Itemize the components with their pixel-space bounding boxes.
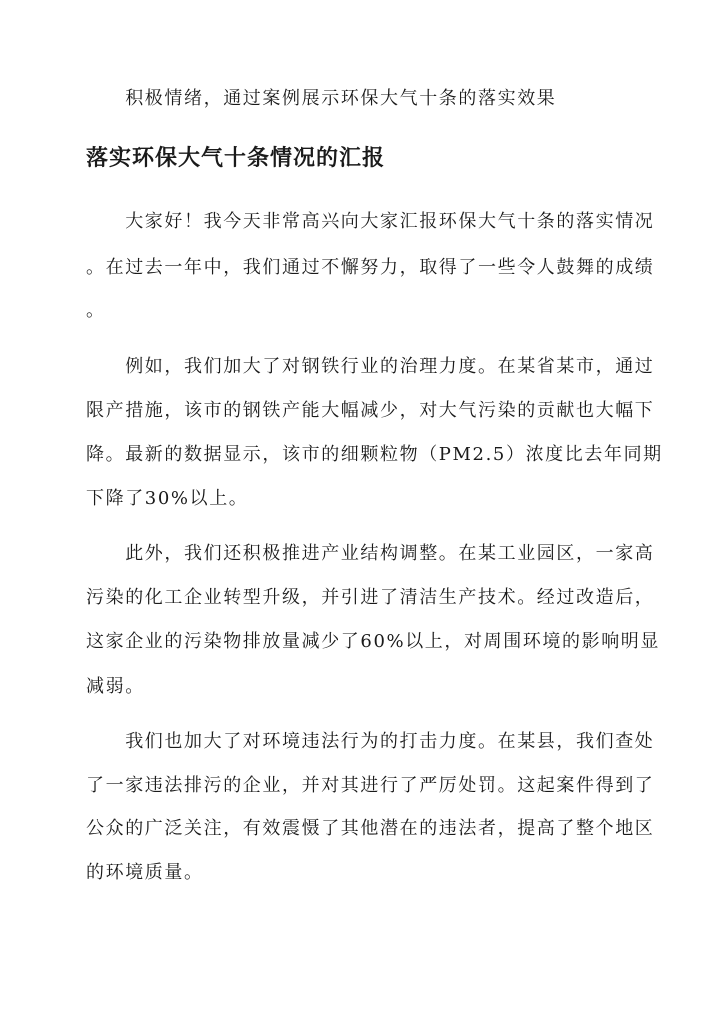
paragraph-line: 下降了30%以上。 <box>86 488 249 509</box>
page-title: 落实环保大气十条情况的汇报 <box>86 146 386 171</box>
paragraph-line: 公众的广泛关注，有效震慑了其他潜在的违法者，提高了整个地区 <box>86 818 655 839</box>
paragraph-line: 了一家违法排污的企业，并对其进行了严厉处罚。这起案件得到了 <box>86 775 655 796</box>
paragraph-line: 我们也加大了对环境违法行为的打击力度。在某县，我们查处 <box>86 731 655 752</box>
paragraph-line: 限产措施，该市的钢铁产能大幅减少，对大气污染的贡献也大幅下 <box>86 400 655 421</box>
paragraph-line: 的环境质量。 <box>86 862 204 883</box>
paragraph-line: 大家好！我今天非常高兴向大家汇报环保大气十条的落实情况 <box>86 211 655 232</box>
paragraph-line: 此外，我们还积极推进产业结构调整。在某工业园区，一家高 <box>86 543 655 564</box>
paragraph-line: 降。最新的数据显示，该市的细颗粒物（PM2.5）浓度比去年同期 <box>86 444 663 465</box>
paragraph-line: 例如，我们加大了对钢铁行业的治理力度。在某省某市，通过 <box>86 356 655 377</box>
paragraph-line: 这家企业的污染物排放量减少了60%以上，对周围环境的影响明显 <box>86 631 661 652</box>
paragraph-line: 减弱。 <box>86 676 145 697</box>
intro-line: 积极情绪，通过案例展示环保大气十条的落实效果 <box>86 88 557 109</box>
paragraph-line: 污染的化工企业转型升级，并引进了清洁生产技术。经过改造后， <box>86 587 655 608</box>
paragraph-line: 。在过去一年中，我们通过不懈努力，取得了一些令人鼓舞的成绩 <box>86 257 655 278</box>
paragraph-line: 。 <box>86 300 106 321</box>
